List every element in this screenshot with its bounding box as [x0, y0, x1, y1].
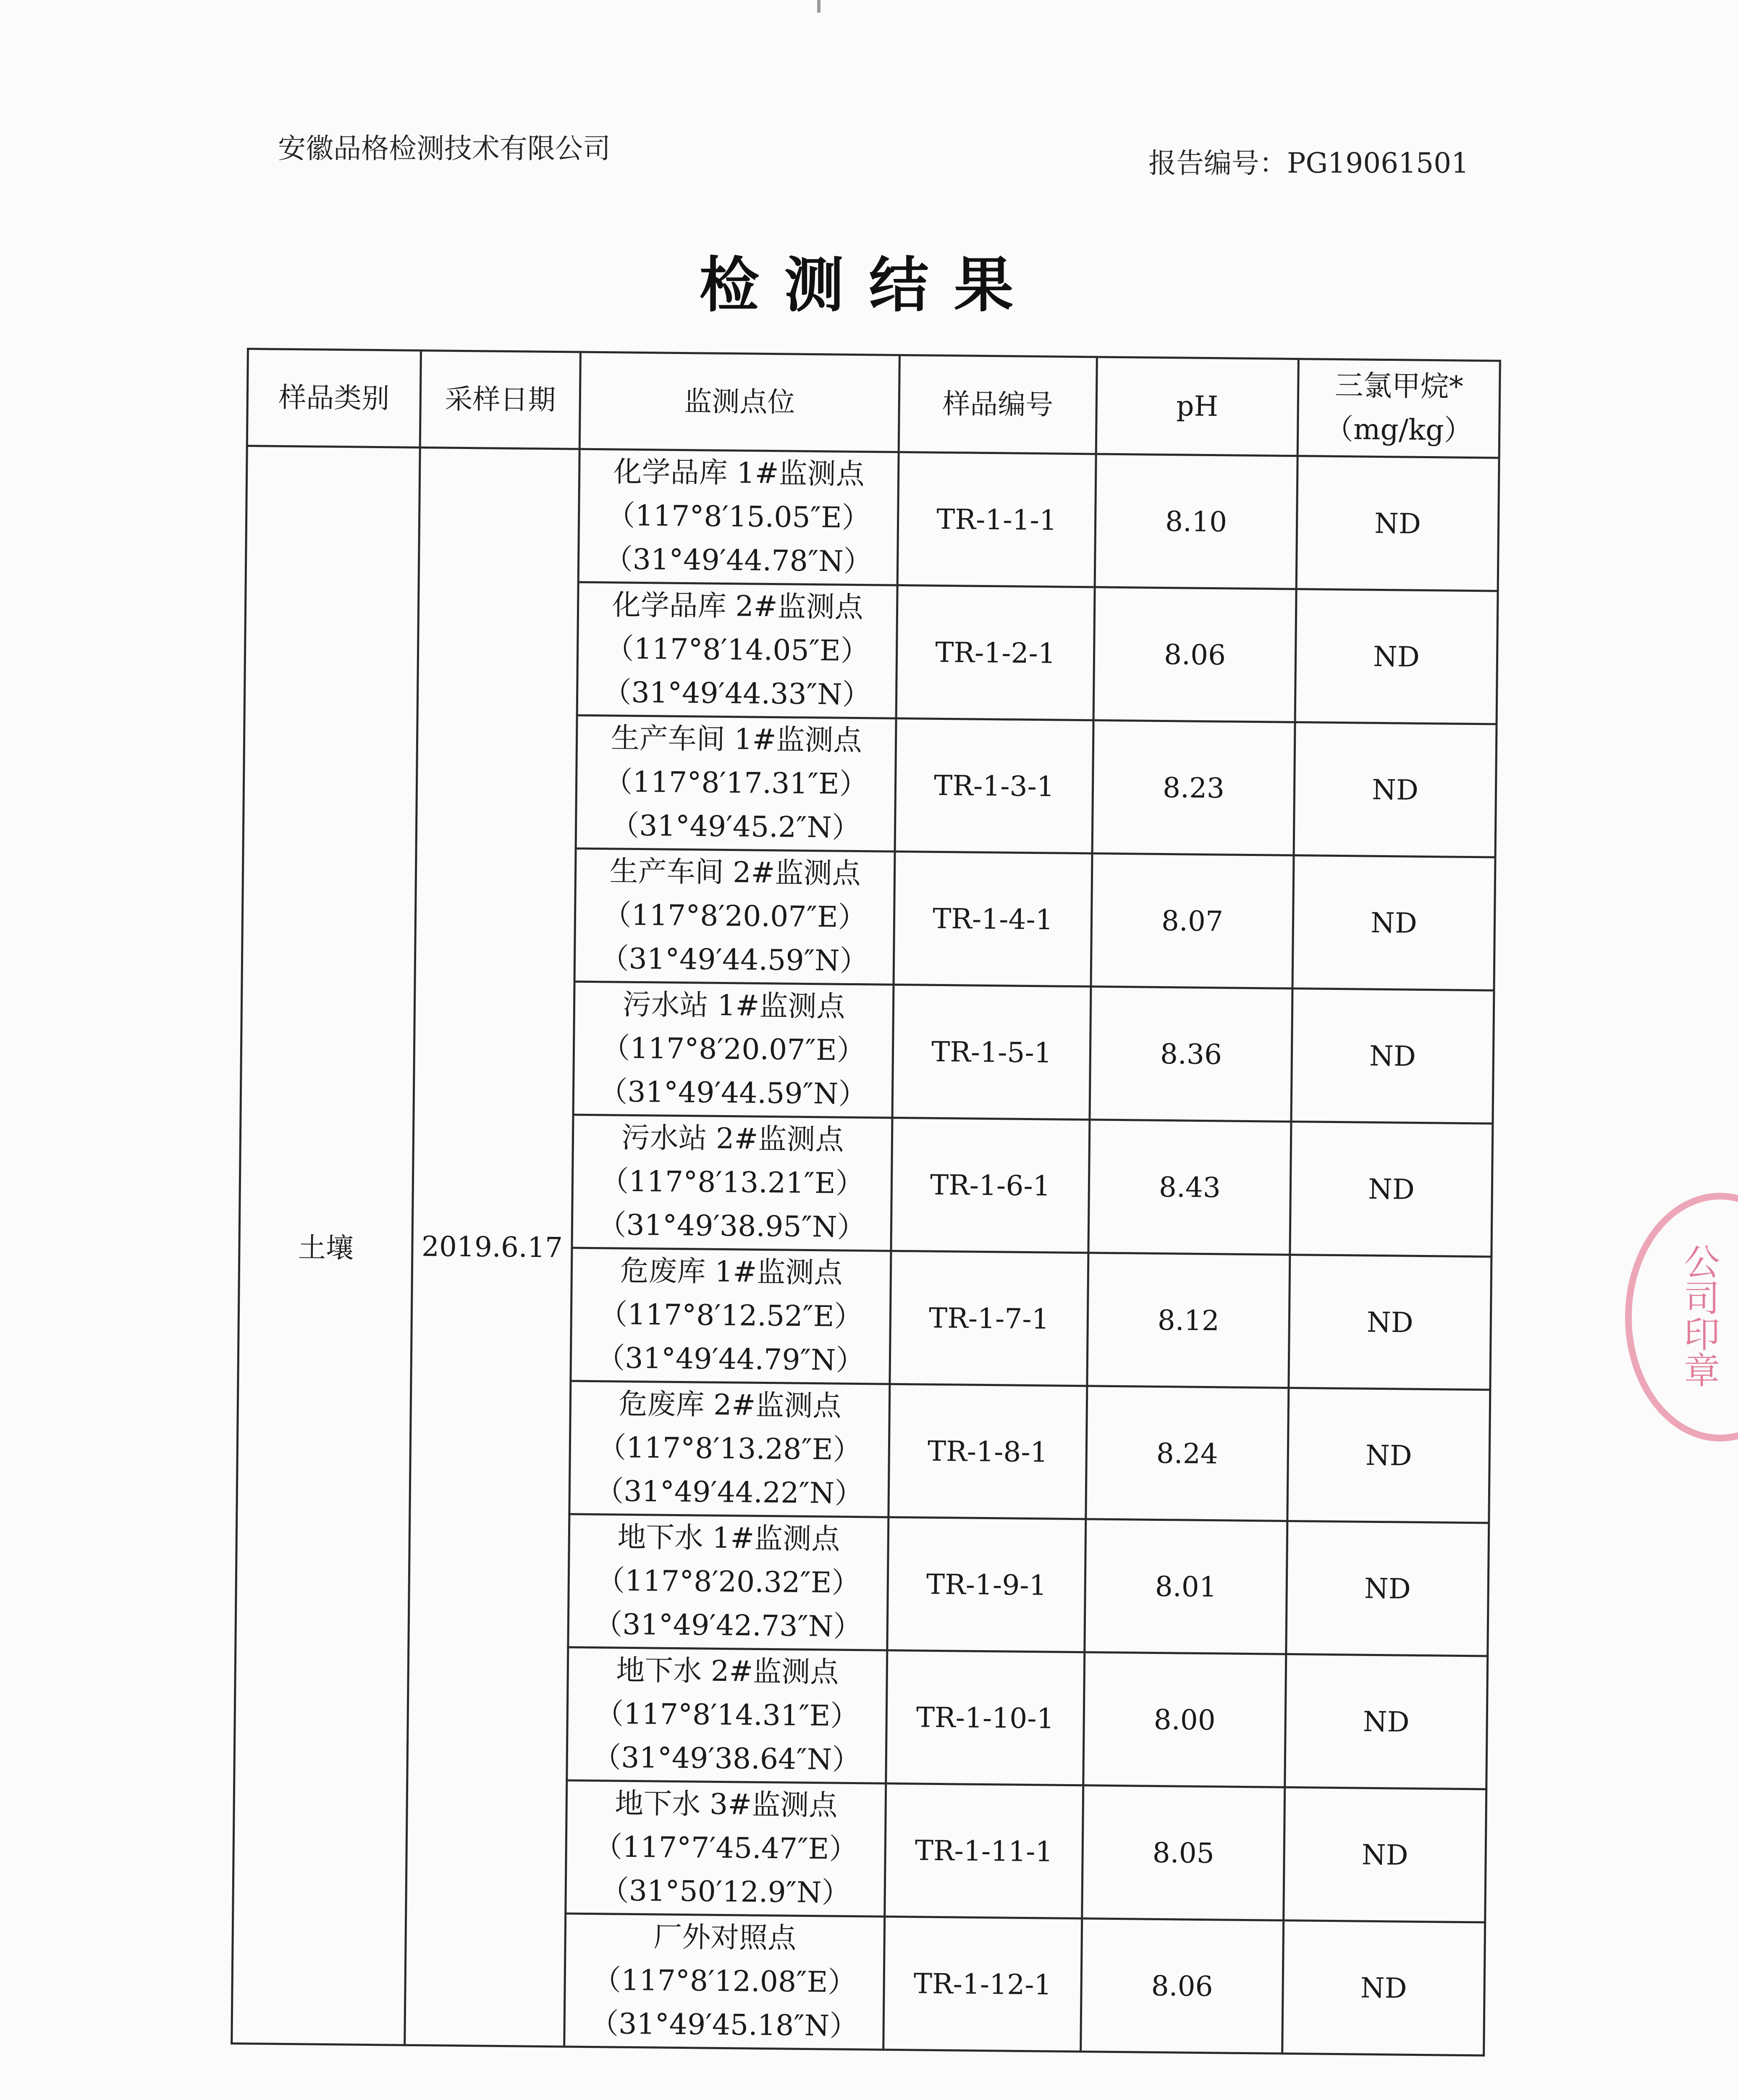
monitoring-point-name: 危废库 1#监测点 [620, 1254, 843, 1290]
chloroform-cell: ND [1290, 1121, 1493, 1257]
table-header-row [247, 349, 1500, 458]
header-sample-id: 样品编号 [899, 355, 1097, 454]
sample-id-cell: TR-1-2-1 [896, 585, 1095, 720]
latitude: （31°49′38.95″N） [598, 1208, 866, 1244]
header-chloroform [1298, 359, 1500, 458]
longitude: （117°7′45.47″E） [593, 1830, 858, 1866]
sample-id-cell: TR-1-1-1 [897, 452, 1096, 587]
chloroform-cell: ND [1291, 988, 1494, 1124]
monitoring-point-name: 地下水 2#监测点 [616, 1654, 839, 1689]
results-body [232, 446, 1499, 2055]
monitoring-point-name: 地下水 1#监测点 [617, 1520, 840, 1556]
monitoring-point-name: 化学品库 1#监测点 [613, 455, 865, 491]
company-name: 安徽品格检测技术有限公司 [278, 132, 611, 165]
longitude: （117°8′12.52″E） [598, 1298, 863, 1334]
chloroform-cell: ND [1285, 1654, 1488, 1789]
chloroform-cell: ND [1296, 456, 1499, 591]
longitude: （117°8′14.31″E） [595, 1697, 859, 1733]
sample-id-cell: TR-1-5-1 [892, 984, 1091, 1119]
monitoring-point-cell [566, 1780, 886, 1916]
chloroform-cell: ND [1287, 1388, 1490, 1523]
monitoring-point-cell [577, 582, 897, 718]
monitoring-point-cell [568, 1514, 889, 1650]
monitoring-point-name: 化学品库 2#监测点 [612, 588, 863, 625]
sample-id-cell: TR-1-10-1 [886, 1650, 1085, 1785]
sample-id-cell: TR-1-4-1 [894, 851, 1092, 986]
monitoring-point-cell [578, 449, 899, 585]
sample-id-cell: TR-1-9-1 [887, 1517, 1086, 1652]
report-number: 报告编号：PG19061501 [1148, 147, 1469, 179]
monitoring-point-name: 厂外对照点 [653, 1920, 797, 1955]
monitoring-point-cell [572, 1115, 892, 1251]
ph-cell: 8.05 [1082, 1785, 1285, 1921]
sample-id-cell: TR-1-7-1 [890, 1251, 1088, 1386]
longitude: （117°8′13.21″E） [600, 1165, 864, 1201]
header-monitoring-point: 监测点位 [579, 352, 899, 452]
ph-cell: 8.43 [1088, 1120, 1291, 1255]
ph-cell: 8.01 [1085, 1519, 1287, 1654]
latitude: （31°49′42.73″N） [593, 1608, 862, 1644]
latitude: （31°49′44.22″N） [595, 1475, 863, 1511]
chloroform-cell: ND [1284, 1787, 1486, 1922]
latitude: （31°50′12.9″N） [600, 1874, 851, 1910]
sample-id-cell: TR-1-3-1 [895, 718, 1093, 853]
monitoring-point-cell [567, 1647, 887, 1783]
latitude: （31°49′44.78″N） [604, 543, 873, 579]
monitoring-point-name: 污水站 1#监测点 [622, 988, 845, 1024]
longitude: （117°8′20.32″E） [596, 1564, 860, 1600]
ph-cell: 8.06 [1081, 1919, 1284, 2054]
header-sample-category: 样品类别 [247, 349, 421, 448]
ph-cell: 8.00 [1083, 1652, 1286, 1788]
monitoring-point-cell [573, 982, 894, 1118]
page-title: 检测结果 [699, 250, 1039, 320]
results-table [231, 348, 1501, 2056]
longitude: （117°8′17.31″E） [604, 765, 868, 801]
latitude: （31°49′44.79″N） [596, 1341, 865, 1378]
monitoring-point-cell [564, 1914, 885, 2050]
table-row [246, 446, 1499, 591]
chloroform-cell: ND [1295, 589, 1498, 724]
monitoring-point-name: 地下水 3#监测点 [614, 1787, 838, 1822]
latitude: （31°49′45.18″N） [590, 2007, 858, 2043]
monitoring-point-cell [576, 715, 896, 851]
sample-category-cell: 土壤 [232, 446, 420, 2045]
company-seal-text: 公司印章 [1678, 1243, 1720, 1388]
sample-id-cell: TR-1-8-1 [889, 1384, 1087, 1519]
monitoring-point-name: 生产车间 2#监测点 [609, 855, 861, 891]
monitoring-point-cell [569, 1381, 890, 1517]
scan-mark [817, 0, 821, 13]
ph-cell: 8.10 [1095, 454, 1298, 589]
monitoring-point-name: 危废库 2#监测点 [619, 1387, 841, 1423]
header-ph: pH [1096, 357, 1298, 456]
chloroform-cell: ND [1286, 1521, 1489, 1656]
ph-cell: 8.24 [1086, 1386, 1289, 1521]
latitude: （31°49′38.64″N） [592, 1741, 861, 1777]
sample-id-cell: TR-1-11-1 [885, 1783, 1083, 1918]
ph-cell: 8.12 [1087, 1253, 1290, 1388]
header-chloroform-unit: （mg/kg） [1324, 412, 1473, 448]
monitoring-point-name: 生产车间 1#监测点 [611, 722, 862, 758]
monitoring-point-name: 污水站 2#监测点 [621, 1121, 844, 1157]
ph-cell: 8.23 [1092, 720, 1295, 856]
header-chloroform-name: 三氯甲烷* [1334, 369, 1464, 404]
ph-cell: 8.07 [1091, 853, 1294, 989]
ph-cell: 8.06 [1093, 587, 1296, 722]
longitude: （117°8′12.08″E） [592, 1964, 857, 2000]
sample-id-cell: TR-1-12-1 [883, 1916, 1082, 2051]
chloroform-cell: ND [1292, 855, 1495, 990]
sample-id-cell: TR-1-6-1 [891, 1118, 1090, 1252]
monitoring-point-cell [574, 848, 895, 984]
sampling-date-cell: 2019.6.17 [405, 447, 579, 2046]
longitude: （117°8′13.28″E） [597, 1431, 862, 1467]
chloroform-cell: ND [1282, 1920, 1485, 2055]
monitoring-point-cell [571, 1248, 891, 1384]
longitude: （117°8′20.07″E） [601, 1032, 865, 1068]
latitude: （31°49′44.59″N） [600, 942, 868, 978]
ph-cell: 8.36 [1090, 987, 1292, 1122]
latitude: （31°49′44.33″N） [603, 676, 871, 712]
chloroform-cell: ND [1294, 722, 1497, 858]
latitude: （31°49′44.59″N） [599, 1075, 867, 1111]
chloroform-cell: ND [1289, 1255, 1492, 1390]
header-sampling-date: 采样日期 [420, 350, 580, 449]
longitude: （117°8′20.07″E） [603, 898, 867, 934]
longitude: （117°8′14.05″E） [605, 632, 870, 668]
longitude: （117°8′15.05″E） [606, 499, 871, 535]
latitude: （31°49′45.2″N） [610, 809, 861, 845]
